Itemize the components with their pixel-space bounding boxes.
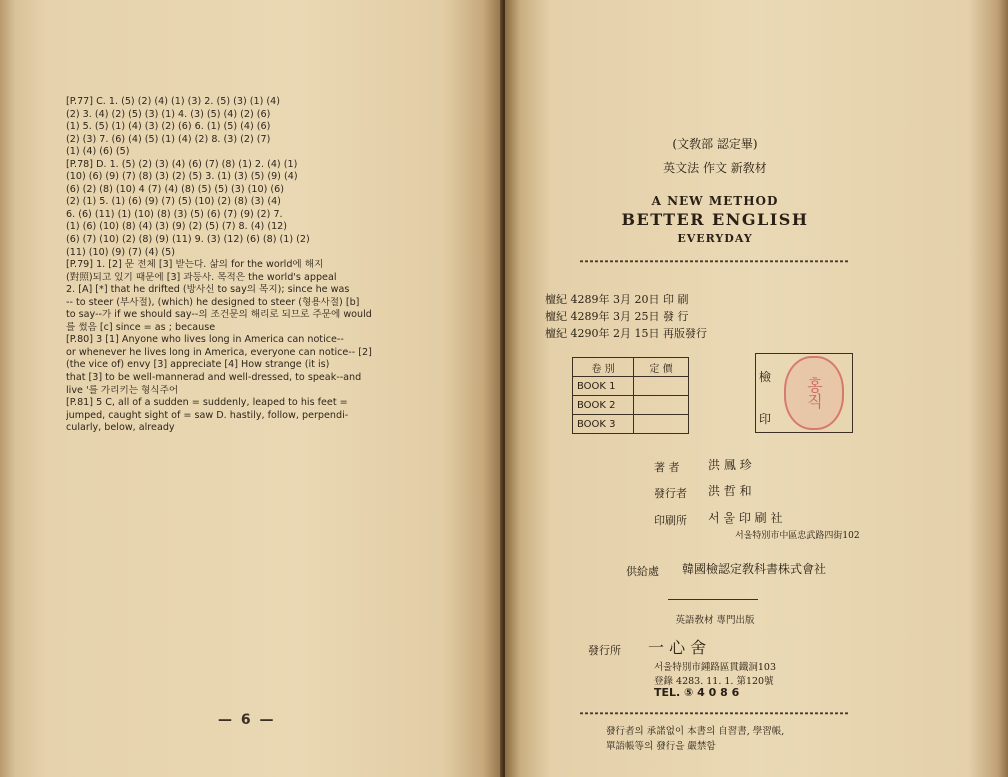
answer-line: (1) (4) (6) (5) xyxy=(66,146,130,158)
answer-line: [P.80] 3 [1] Anyone who lives long in America can notice-- xyxy=(66,334,344,346)
answer-line: (the vice of) envy [3] appreciate [4] How strange (it is) xyxy=(66,359,330,371)
answer-line: or whenever he lives long in America, everyone can notice-- [2] xyxy=(66,346,372,358)
page-number: — 6 — xyxy=(218,712,276,728)
answer-line: (1) (6) (10) (8) (4) (3) (9) (2) (5) (7) 8. (4) (12) xyxy=(66,221,288,233)
answer-line: 를 썼음 [c] since = as ; because xyxy=(66,321,216,333)
answer-line: (6) (7) (10) (2) (8) (9) (11) 9. (3) (12) (6) (8) (1) (2) xyxy=(66,234,310,246)
issuer-label: 發行所 xyxy=(588,644,621,657)
supplier-label: 供給處 xyxy=(626,565,659,578)
printer-label: 印刷所 xyxy=(654,514,687,527)
issue-date: 檀紀 4289年 3月 25日 發 行 xyxy=(545,310,689,323)
title-line-3: EVERYDAY xyxy=(677,232,753,245)
red-seal-stamp: 홍직 xyxy=(784,356,844,430)
reissue-date: 檀紀 4290年 2月 15日 再版發行 xyxy=(545,327,707,340)
answer-key xyxy=(66,96,451,435)
publisher-label: 發行者 xyxy=(654,487,687,500)
telephone: TEL. ⑤ 4 0 8 6 xyxy=(654,686,740,699)
stamp-label-bottom: 印 xyxy=(759,412,772,426)
answer-line: -- to steer (부사절), (which) he designed to steer (형용사절) [b] xyxy=(66,296,360,308)
title-line-2: BETTER ENGLISH xyxy=(621,210,809,229)
author-label: 著 者 xyxy=(654,461,680,474)
printer-address: 서울特別市中區忠武路四街102 xyxy=(735,531,860,541)
issuer-name: 一 心 舍 xyxy=(648,638,707,657)
price-table xyxy=(572,357,689,434)
answer-line: (2) 3. (4) (2) (5) (3) (1) 4. (3) (5) (4) (2) (6) xyxy=(66,108,271,120)
price-row-book1: BOOK 1 xyxy=(573,377,634,396)
answer-line: (10) (6) (9) (7) (8) (3) (2) (5) 3. (1) (3) (5) (9) (4) xyxy=(66,171,298,183)
divider-line xyxy=(668,599,758,600)
copyright-notice-1: 發行者의 承諾없이 本書의 自習書, 學習帳, xyxy=(606,726,785,737)
answer-line: to say--가 if we should say--의 조건문의 해리로 되므로 주문에 would xyxy=(66,309,372,321)
print-date: 檀紀 4289年 3月 20日 印 刷 xyxy=(545,293,689,306)
answer-line: cularly, below, already xyxy=(66,422,175,434)
author-name: 洪 鳳 珍 xyxy=(708,458,752,472)
answer-line: [P.79] 1. [2] 문 전체 [3] 받는다. 삶의 for the world에 해지 xyxy=(66,259,324,271)
price-cell xyxy=(634,396,689,415)
answer-line: (2) (3) 7. (6) (4) (5) (1) (4) (2) 8. (3) (2) (7) xyxy=(66,133,271,145)
price-header-price: 定 價 xyxy=(634,358,689,377)
left-page xyxy=(0,0,503,777)
answer-line: [P.77] C. 1. (5) (2) (4) (1) (3) 2. (5) (3) (1) (4) xyxy=(66,96,280,107)
answer-line: (6) (2) (8) (10) 4 (7) (4) (8) (5) (5) (3) (10) (6) xyxy=(66,183,284,195)
printer-name: 서 울 印 刷 社 xyxy=(708,511,783,525)
issuer-address: 서울特別市鍾路區貫鐵洞103 xyxy=(654,662,776,673)
registration: 登錄 4283. 11. 1. 第120號 xyxy=(654,676,774,687)
answer-line: (2) (1) 5. (1) (6) (9) (7) (5) (10) (2) (8) (3) (4) xyxy=(66,196,281,208)
price-row-book3: BOOK 3 xyxy=(573,415,634,434)
price-header-volume: 卷 別 xyxy=(573,358,634,377)
supplier-name: 韓國檢認定敎科書株式會社 xyxy=(682,562,827,576)
subtitle: 英文法 作文 新敎材 xyxy=(663,161,767,175)
series-note: 英語敎材 專門出版 xyxy=(675,615,755,626)
answer-line: 6. (6) (11) (1) (10) (8) (3) (5) (6) (7) (9) (2) 7. xyxy=(66,208,283,220)
price-row-book2: BOOK 2 xyxy=(573,396,634,415)
copyright-notice-2: 單語帳等의 發行을 嚴禁함 xyxy=(606,741,716,752)
title-line-1: A NEW METHOD xyxy=(651,194,779,208)
answer-line: 2. [A] [*] that he drifted (방사신 to say의 목지); since he was xyxy=(66,284,350,296)
answer-line: (1) 5. (5) (1) (4) (3) (2) (6) 6. (1) (5) (4) (6) xyxy=(66,121,271,133)
answer-line: that [3] to be well-mannerad and well-dressed, to speak--and xyxy=(66,372,362,384)
answer-line: (11) (10) (9) (7) (4) (5) xyxy=(66,246,175,258)
approval-note: (文敎部 認定畢) xyxy=(672,137,758,151)
price-cell xyxy=(634,415,689,434)
publisher-name: 洪 哲 和 xyxy=(708,484,752,498)
price-cell xyxy=(634,377,689,396)
stamp-label-top: 檢 xyxy=(759,370,772,384)
answer-line: (對照)되고 있기 때문에 [3] 과등사. 목적은 the world's appeal xyxy=(66,271,337,283)
answer-line: live '를 가리키는 형식주어 xyxy=(66,384,179,396)
answer-line: [P.78] D. 1. (5) (2) (3) (4) (6) (7) (8) (1) 2. (4) (1) xyxy=(66,158,298,170)
answer-line: [P.81] 5 C, all of a sudden = suddenly, leaped to his feet = xyxy=(66,397,348,409)
answer-line: jumped, caught sight of = saw D. hastily, follow, perpendi- xyxy=(66,409,349,421)
